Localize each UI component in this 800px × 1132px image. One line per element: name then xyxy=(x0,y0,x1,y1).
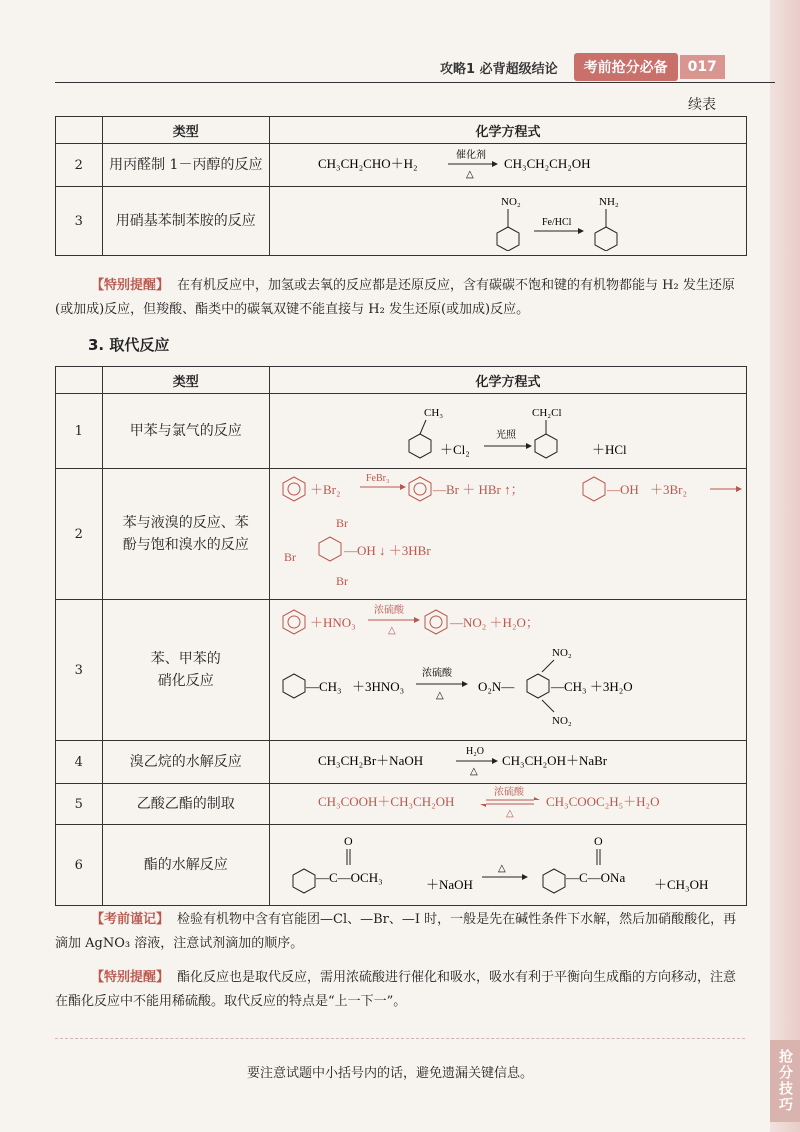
equation-nitration xyxy=(270,600,746,736)
eq-product: —Br ＋ HBr ↑； xyxy=(433,482,524,497)
eq-condition: △ xyxy=(466,169,474,180)
eq-catalyst: H₂O xyxy=(466,746,484,757)
row-equation xyxy=(270,784,747,825)
tip-label: 【考前谨记】 xyxy=(91,912,170,927)
group-no2: NO₂ xyxy=(501,196,521,208)
table-row xyxy=(56,144,747,187)
col-equation: 化学方程式 xyxy=(270,117,747,144)
tribromophenol-ring xyxy=(319,537,341,561)
group-br-left: Br xyxy=(284,550,296,564)
col-no xyxy=(56,367,103,394)
row-equation xyxy=(270,600,747,741)
row-type xyxy=(102,469,269,600)
group-no2-bottom: NO₂ xyxy=(552,715,572,727)
row-no: 1 xyxy=(56,394,103,469)
eq-catalyst: Fe/HCl xyxy=(542,217,572,228)
benzene-ring xyxy=(293,869,315,893)
phenol-ring xyxy=(583,477,605,501)
row-type-line2: 酚与饱和溴水的反应 xyxy=(122,537,249,553)
row-no: 2 xyxy=(56,144,103,187)
arrow-head xyxy=(526,443,532,449)
row-type: 酯的水解反应 xyxy=(102,825,269,906)
benzene-ring xyxy=(497,227,519,251)
row-equation xyxy=(270,187,747,256)
eq-catalyst: 浓硫酸 xyxy=(422,668,452,679)
equation-bromination xyxy=(270,469,746,595)
toluene-ring xyxy=(283,674,305,698)
substitution-table xyxy=(55,366,747,906)
group-ona: —C—ONa xyxy=(566,870,626,885)
eq-left: CH₃CH₂Br＋NaOH xyxy=(318,753,424,768)
col-type: 类型 xyxy=(102,367,269,394)
header-rule xyxy=(55,82,775,83)
eq-right: CH₃CH₂CH₂OH xyxy=(504,156,591,171)
benzene-ring xyxy=(535,434,557,458)
row-equation xyxy=(270,825,747,906)
eq-condition: △ xyxy=(506,808,514,819)
group-o: O xyxy=(344,834,353,848)
arrow-head xyxy=(492,161,498,167)
eq-plus-hcl: ＋HCl xyxy=(592,442,627,457)
benzene-ring xyxy=(409,477,431,501)
row-type: 用丙醛制 1－丙醇的反应 xyxy=(102,144,269,187)
eq-product2: —OH ↓ ＋3HBr xyxy=(344,543,431,558)
group-o2n: O₂N— xyxy=(478,679,515,694)
eq-catalyst: 浓硫酸 xyxy=(494,787,524,798)
equation-bromoethane-hydrolysis xyxy=(270,741,746,779)
row-no: 3 xyxy=(56,600,103,741)
ring-circle xyxy=(288,483,300,495)
row-equation xyxy=(270,469,747,600)
group-nh2: NH₂ xyxy=(599,196,619,208)
eq-right: CH₃CH₂OH＋NaBr xyxy=(502,753,608,768)
table-row xyxy=(56,469,747,600)
eq-catalyst: 光照 xyxy=(496,430,516,441)
table-row xyxy=(56,600,747,741)
equation-nitrobenzene xyxy=(270,187,746,251)
tip-reduction xyxy=(55,274,745,322)
tip-remember xyxy=(55,908,745,956)
eq-product2: —CH₃ ＋3H₂O xyxy=(551,679,633,694)
group-oh: —OH xyxy=(607,482,639,497)
benzene-ring xyxy=(283,477,305,501)
row-equation xyxy=(270,741,747,784)
col-equation: 化学方程式 xyxy=(270,367,747,394)
tnt-ring xyxy=(527,674,549,698)
row-type xyxy=(102,600,269,741)
group-br-top: Br xyxy=(336,516,348,530)
eq-plus-ch3oh: ＋CH₃OH xyxy=(654,877,709,892)
row-no: 4 xyxy=(56,741,103,784)
eq-left: CH₃COOH＋CH₃CH₂OH xyxy=(318,794,455,809)
bond xyxy=(420,420,426,434)
equation-ester-hydrolysis xyxy=(270,825,746,901)
arrow-head xyxy=(400,484,406,490)
eq-plus-cl2: ＋Cl₂ xyxy=(440,442,470,457)
eq-catalyst: FeBr₃ xyxy=(366,473,390,484)
eq-plus-3hno3: ＋3HNO₃ xyxy=(352,679,405,694)
table-row xyxy=(56,741,747,784)
page-spine xyxy=(770,0,800,1132)
eq-plus-naoh: ＋NaOH xyxy=(426,877,473,892)
arrow-head xyxy=(578,228,584,234)
group-o: O xyxy=(594,834,603,848)
table-row xyxy=(56,784,747,825)
col-no xyxy=(56,117,103,144)
arrow-head xyxy=(522,874,528,880)
group-br-bottom: Br xyxy=(336,574,348,588)
table-row xyxy=(56,825,747,906)
tip-text: 酯化反应也是取代反应，需用浓硫酸进行催化和吸水，吸水有利于平衡向生成酯的方向移动，注意在酯化反应中不能用稀硫酸。取代反应的特点是“上一下一”。 xyxy=(55,970,737,1009)
eq-condition: △ xyxy=(436,690,444,701)
row-type-line1: 苯与液溴的反应、苯 xyxy=(122,515,249,531)
eq-condition: △ xyxy=(498,863,506,874)
arrow-head xyxy=(492,758,498,764)
tip-text: 检验有机物中含有官能团—Cl、—Br、—I 时，一般是先在碱性条件下水解，然后加硝酸酸化，再滴加 AgNO₃ 溶液，注意试剂滴加的顺序。 xyxy=(55,912,737,951)
benzene-ring xyxy=(543,869,565,893)
arrow-head xyxy=(736,486,742,492)
arrow-head xyxy=(534,797,540,800)
group-och3: —C—OCH₃ xyxy=(316,870,383,885)
ring-circle xyxy=(288,616,300,628)
tip-text: 在有机反应中，加氢或去氧的反应都是还原反应，含有碳碳不饱和键的有机物都能与 H₂ 发生还原(或加成)反应，但羧酸、酯类中的碳氧双键不能直接与 H₂ 发生还原(或加成)反应。 xyxy=(55,278,735,317)
eq-condition: △ xyxy=(388,625,396,636)
group-ch3: CH₃ xyxy=(424,407,444,419)
footer-divider xyxy=(55,1038,745,1039)
row-no: 5 xyxy=(56,784,103,825)
eq-condition: △ xyxy=(470,766,478,777)
section-title: 3. 取代反应 xyxy=(88,336,170,354)
row-type: 甲苯与氯气的反应 xyxy=(102,394,269,469)
continued-label: 续表 xyxy=(688,97,716,113)
tip-esterification xyxy=(55,966,745,1014)
eq-right: CH₃COOC₂H₅＋H₂O xyxy=(546,794,660,809)
tip-label: 【特别提醒】 xyxy=(91,278,170,293)
breadcrumb: 攻略1 必背超级结论 xyxy=(440,61,558,77)
eq-plus-hno3: ＋HNO₃ xyxy=(310,615,356,630)
tip-label: 【特别提醒】 xyxy=(91,970,170,985)
eq-catalyst: 浓硫酸 xyxy=(374,605,404,616)
benzene-ring xyxy=(409,434,431,458)
footer-note: 要注意试题中小括号内的话，避免遗漏关键信息。 xyxy=(246,1066,533,1081)
bond xyxy=(542,660,554,672)
bond xyxy=(542,700,554,712)
row-type-line2: 硝化反应 xyxy=(157,673,214,689)
eq-left: CH₃CH₂CHO＋H₂ xyxy=(318,156,418,171)
header-badge: 考前抢分必备 xyxy=(574,53,678,81)
group-ch2cl: CH₂Cl xyxy=(532,407,562,419)
equation-esterification xyxy=(270,784,746,820)
row-no: 6 xyxy=(56,825,103,906)
equation-toluene-chlorination xyxy=(270,394,746,464)
side-tab: 抢分技巧 xyxy=(770,1040,800,1122)
arrow-head xyxy=(462,681,468,687)
row-no: 3 xyxy=(56,187,103,256)
reduction-table xyxy=(55,116,747,256)
eq-catalyst: 催化剂 xyxy=(456,150,486,161)
ring-circle xyxy=(430,616,442,628)
table-row xyxy=(56,187,747,256)
row-type: 乙酸乙酯的制取 xyxy=(102,784,269,825)
row-type-line1: 苯、甲苯的 xyxy=(150,651,221,667)
row-type: 溴乙烷的水解反应 xyxy=(102,741,269,784)
arrow-head xyxy=(480,804,486,807)
ring-circle xyxy=(414,483,426,495)
group-ch3: —CH₃ xyxy=(306,679,342,694)
row-no: 2 xyxy=(56,469,103,600)
row-type: 用硝基苯制苯胺的反应 xyxy=(102,187,269,256)
arrow-head xyxy=(414,617,420,623)
benzene-ring xyxy=(283,610,305,634)
eq-plus-br2: ＋Br₂ xyxy=(310,482,341,497)
benzene-ring xyxy=(425,610,447,634)
col-type: 类型 xyxy=(102,117,269,144)
benzene-ring xyxy=(595,227,617,251)
row-equation xyxy=(270,394,747,469)
eq-product1: —NO₂ ＋H₂O； xyxy=(450,615,539,630)
eq-plus-3br2: ＋3Br₂ xyxy=(650,482,688,497)
group-no2-top: NO₂ xyxy=(552,647,572,659)
page-number: 017 xyxy=(680,55,725,79)
table-row xyxy=(56,394,747,469)
page-header xyxy=(440,52,725,82)
equation-propanal xyxy=(270,144,746,182)
row-equation xyxy=(270,144,747,187)
